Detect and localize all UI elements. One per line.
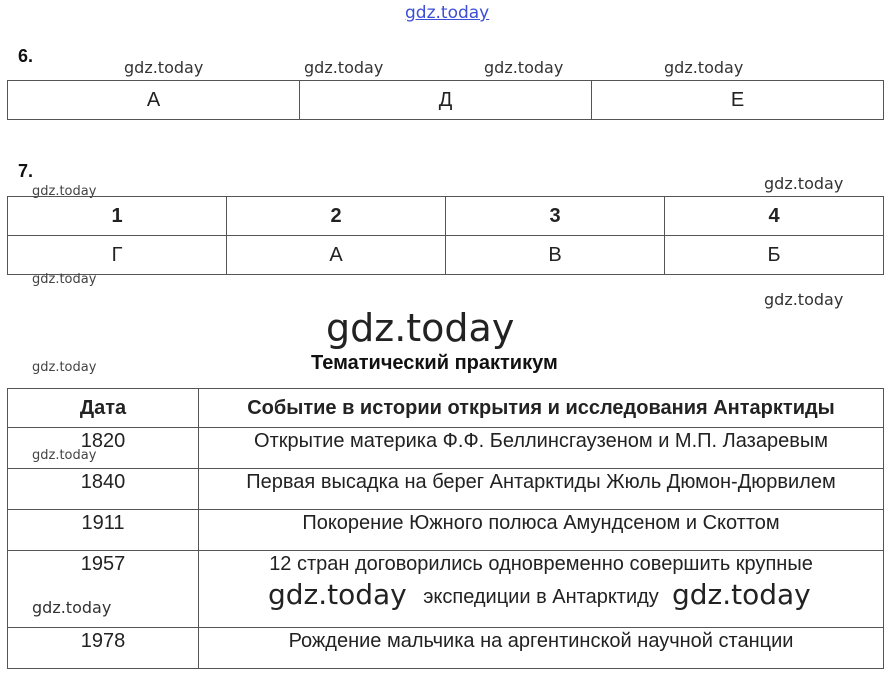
- watermark: gdz.today: [32, 448, 97, 463]
- task-6-cell: Д: [300, 81, 592, 120]
- watermark: gdz.today: [484, 58, 564, 77]
- date-cell: 1840: [8, 469, 199, 510]
- task-7-value: Б: [665, 236, 884, 275]
- task-7-header: 1: [8, 197, 227, 236]
- task-7-value: В: [446, 236, 665, 275]
- date-cell: 1820: [8, 428, 199, 469]
- task-7-number: 7.: [18, 161, 34, 181]
- watermark: gdz.today: [304, 58, 384, 77]
- watermark: gdz.today: [124, 58, 204, 77]
- event-text: 12 стран договорились одновременно совершить крупные: [269, 553, 813, 575]
- watermark: gdz.today: [32, 360, 97, 375]
- date-cell: 1911: [8, 510, 199, 551]
- column-header-event: Событие в истории открытия и исследования Антарктиды: [199, 389, 884, 428]
- task-6-cell: А: [8, 81, 300, 120]
- task-7-value: А: [227, 236, 446, 275]
- task-6-number: 6.: [18, 46, 34, 66]
- watermark: gdz.today: [32, 272, 97, 287]
- task-7-header: 4: [665, 197, 884, 236]
- watermark-medium: gdz.today: [268, 578, 407, 611]
- watermark: gdz.today: [764, 174, 844, 193]
- event-cell: Рождение мальчика на аргентинской научной станции: [199, 628, 884, 669]
- date-cell: 1978: [8, 628, 199, 669]
- task-7-table: [7, 196, 884, 275]
- watermark-link[interactable]: gdz.today: [405, 3, 490, 23]
- section-title: Тематический практикум: [311, 352, 558, 374]
- task-6-cell: Е: [592, 81, 884, 120]
- column-header-date: Дата: [8, 389, 199, 428]
- watermark-medium: gdz.today: [672, 578, 811, 611]
- event-text-line2: экспедиции в Антарктиду: [423, 586, 659, 608]
- watermark-large: gdz.today: [326, 306, 515, 350]
- watermark: gdz.today: [764, 290, 844, 309]
- event-cell: Покорение Южного полюса Амундсеном и Скоттом: [199, 510, 884, 551]
- task-7-value: Г: [8, 236, 227, 275]
- watermark: gdz.today: [32, 184, 97, 199]
- watermark: gdz.today: [32, 598, 112, 617]
- date-cell: 1957: [8, 551, 199, 628]
- task-6-table: [7, 80, 884, 120]
- task-7-header: 2: [227, 197, 446, 236]
- watermark: gdz.today: [664, 58, 744, 77]
- practicum-table: [7, 388, 884, 669]
- event-cell: Открытие материка Ф.Ф. Беллинсгаузеном и М.П. Лазаревым: [199, 428, 884, 469]
- event-cell: Первая высадка на берег Антарктиды Жюль Дюмон-Дюрвилем: [199, 469, 884, 510]
- task-7-header: 3: [446, 197, 665, 236]
